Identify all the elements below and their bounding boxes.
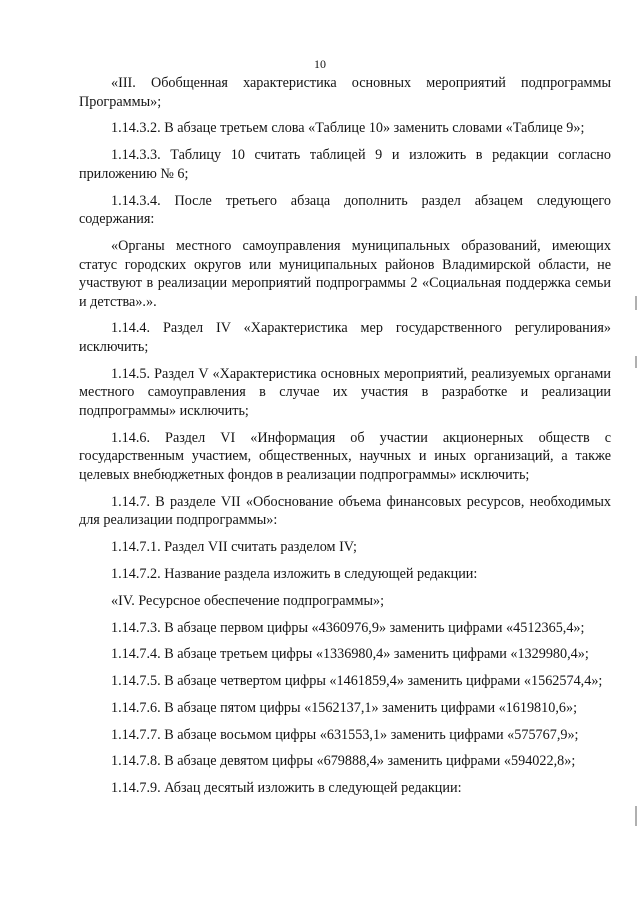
paragraph-1-14-7-1: 1.14.7.1. Раздел VII считать разделом IV;	[111, 539, 357, 556]
paragraph-1-14-7-3: 1.14.7.3. В абзаце первом цифры «4360976,9» заменить цифрами «4512365,4»;	[111, 619, 585, 636]
paragraph-1-14-7-4: 1.14.7.4. В абзаце третьем цифры «1336980,4» заменить цифрами «1329980,4»;	[111, 646, 589, 663]
scan-edge-mark	[635, 806, 637, 826]
paragraph-1-14-3-3: 1.14.3.3. Таблицу 10 считать таблицей 9 и изложить в редакции согласно приложению № 6;	[79, 147, 611, 182]
scan-edge-mark	[635, 356, 637, 368]
paragraph-1-14-7-9: 1.14.7.9. Абзац десятый изложить в следующей редакции:	[111, 780, 462, 797]
paragraph-section-iv-title: «IV. Ресурсное обеспечение подпрограммы»;	[111, 592, 385, 609]
paragraph-1-14-7-5: 1.14.7.5. В абзаце четвертом цифры «1461859,4» заменить цифрами «1562574,4»;	[111, 673, 603, 690]
paragraph-1-14-6: 1.14.6. Раздел VI «Информация об участии акционерных обществ с государственным участием, общественных, научных и иных организаций, а также целевых внебюджетных фондов в реализации подпрограммы» исключить;	[79, 429, 611, 483]
paragraph-1-14-3-4: 1.14.3.4. После третьего абзаца дополнить раздел абзацем следующего содержания:	[79, 192, 611, 228]
paragraph-1-14-3-2: 1.14.3.2. В абзаце третьем слова «Таблице 10» заменить словами «Таблице 9»;	[111, 120, 585, 137]
page-number: 10	[314, 57, 326, 71]
scan-edge-mark	[635, 296, 637, 310]
document-body	[79, 74, 611, 806]
paragraph-1-14-7-8: 1.14.7.8. В абзаце девятом цифры «679888,4» заменить цифрами «594022,8»;	[111, 753, 576, 770]
paragraph-1-14-7-2: 1.14.7.2. Название раздела изложить в следующей редакции:	[111, 565, 478, 582]
paragraph-1-14-5: 1.14.5. Раздел V «Характеристика основных мероприятий, реализуемых органами местного самоуправления в случае их участия в разработке и реализации подпрограммы» исключить;	[79, 365, 611, 420]
paragraph-1-14-7-6: 1.14.7.6. В абзаце пятом цифры «1562137,1» заменить цифрами «1619810,6»;	[111, 699, 578, 716]
paragraph-section-title: «III. Обобщенная характеристика основных мероприятий подпрограммы Программы»;	[79, 75, 611, 110]
paragraph-1-14-7-7: 1.14.7.7. В абзаце восьмом цифры «631553,1» заменить цифрами «575767,9»;	[111, 726, 579, 743]
paragraph-quoted-insertion: «Органы местного самоуправления муниципальных образований, имеющих статус городских округов или муниципальных районов Владимирской области, не участвуют в реализации мероприятий подпрограммы 2 «Социальная поддержка семьи и детства».».	[79, 237, 611, 310]
paragraph-1-14-7: 1.14.7. В разделе VII «Обоснование объема финансовых ресурсов, необходимых для реализации подпрограммы»:	[79, 493, 611, 529]
paragraph-1-14-4: 1.14.4. Раздел IV «Характеристика мер государственного регулирования» исключить;	[79, 320, 611, 356]
